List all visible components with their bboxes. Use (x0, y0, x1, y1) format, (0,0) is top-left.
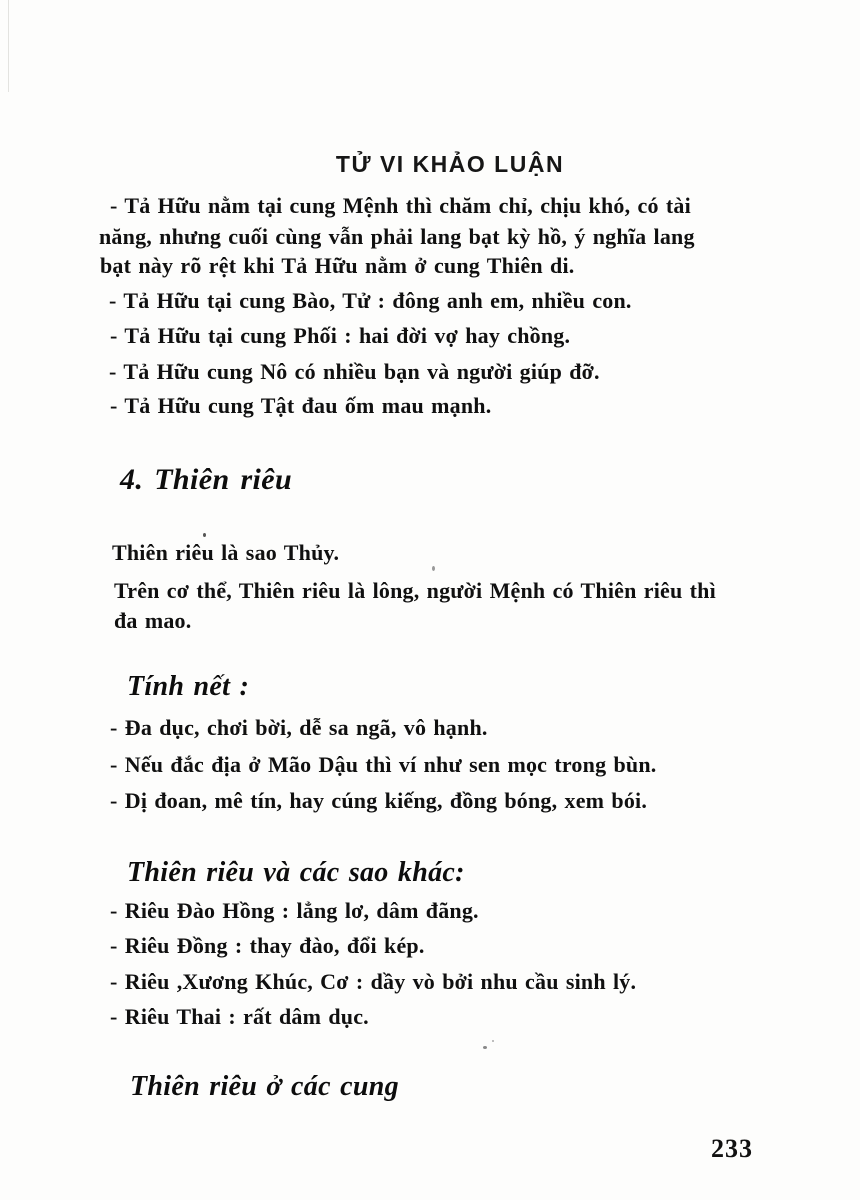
scan-speck (203, 533, 206, 537)
scan-edge-artifact (8, 0, 9, 92)
page-number: 233 (711, 1134, 753, 1163)
list-item: - Riêu ,Xương Khúc, Cơ : dầy vò bởi nhu cầu sinh lý. (110, 969, 637, 994)
list-item: - Riêu Đào Hồng : lẳng lơ, dâm đãng. (110, 898, 479, 923)
paragraph-line: Trên cơ thể, Thiên riêu là lông, người Mệnh có Thiên riêu thì (114, 578, 716, 603)
list-item: - Tả Hữu tại cung Bào, Tử : đông anh em, nhiều con. (109, 288, 632, 313)
subsection-heading: Thiên riêu và các sao khác: (127, 857, 465, 888)
subsection-heading: Tính nết : (127, 671, 250, 702)
paragraph-line: - Tả Hữu nằm tại cung Mệnh thì chăm chỉ, chịu khó, có tài (110, 193, 691, 218)
list-item: - Nếu đắc địa ở Mão Dậu thì ví như sen mọc trong bùn. (110, 752, 657, 777)
list-item: - Tả Hữu cung Nô có nhiều bạn và người giúp đỡ. (109, 359, 600, 384)
paragraph-line: năng, nhưng cuối cùng vẫn phải lang bạt kỳ hồ, ý nghĩa lang (99, 224, 695, 249)
subsection-heading: Thiên riêu ở các cung (130, 1071, 399, 1102)
paragraph-line: Thiên riêu là sao Thủy. (112, 540, 340, 565)
scan-speck (492, 1040, 494, 1042)
scan-speck (432, 566, 435, 571)
list-item: - Riêu Đồng : thay đào, đổi kép. (110, 933, 425, 958)
list-item: - Tả Hữu cung Tật đau ốm mau mạnh. (110, 393, 492, 418)
list-item: - Riêu Thai : rất dâm dục. (110, 1004, 369, 1029)
paragraph-line: đa mao. (114, 608, 192, 633)
scan-speck (483, 1046, 487, 1049)
list-item: - Dị đoan, mê tín, hay cúng kiếng, đồng bóng, xem bói. (110, 788, 648, 813)
list-item: - Đa dục, chơi bời, dễ sa ngã, vô hạnh. (110, 715, 488, 740)
section-heading: 4. Thiên riêu (120, 463, 293, 496)
list-item: - Tả Hữu tại cung Phối : hai đời vợ hay chồng. (110, 323, 571, 348)
paragraph-line: bạt này rõ rệt khi Tả Hữu nằm ở cung Thiên di. (100, 253, 575, 278)
running-header: TỬ VI KHẢO LUẬN (335, 151, 565, 177)
